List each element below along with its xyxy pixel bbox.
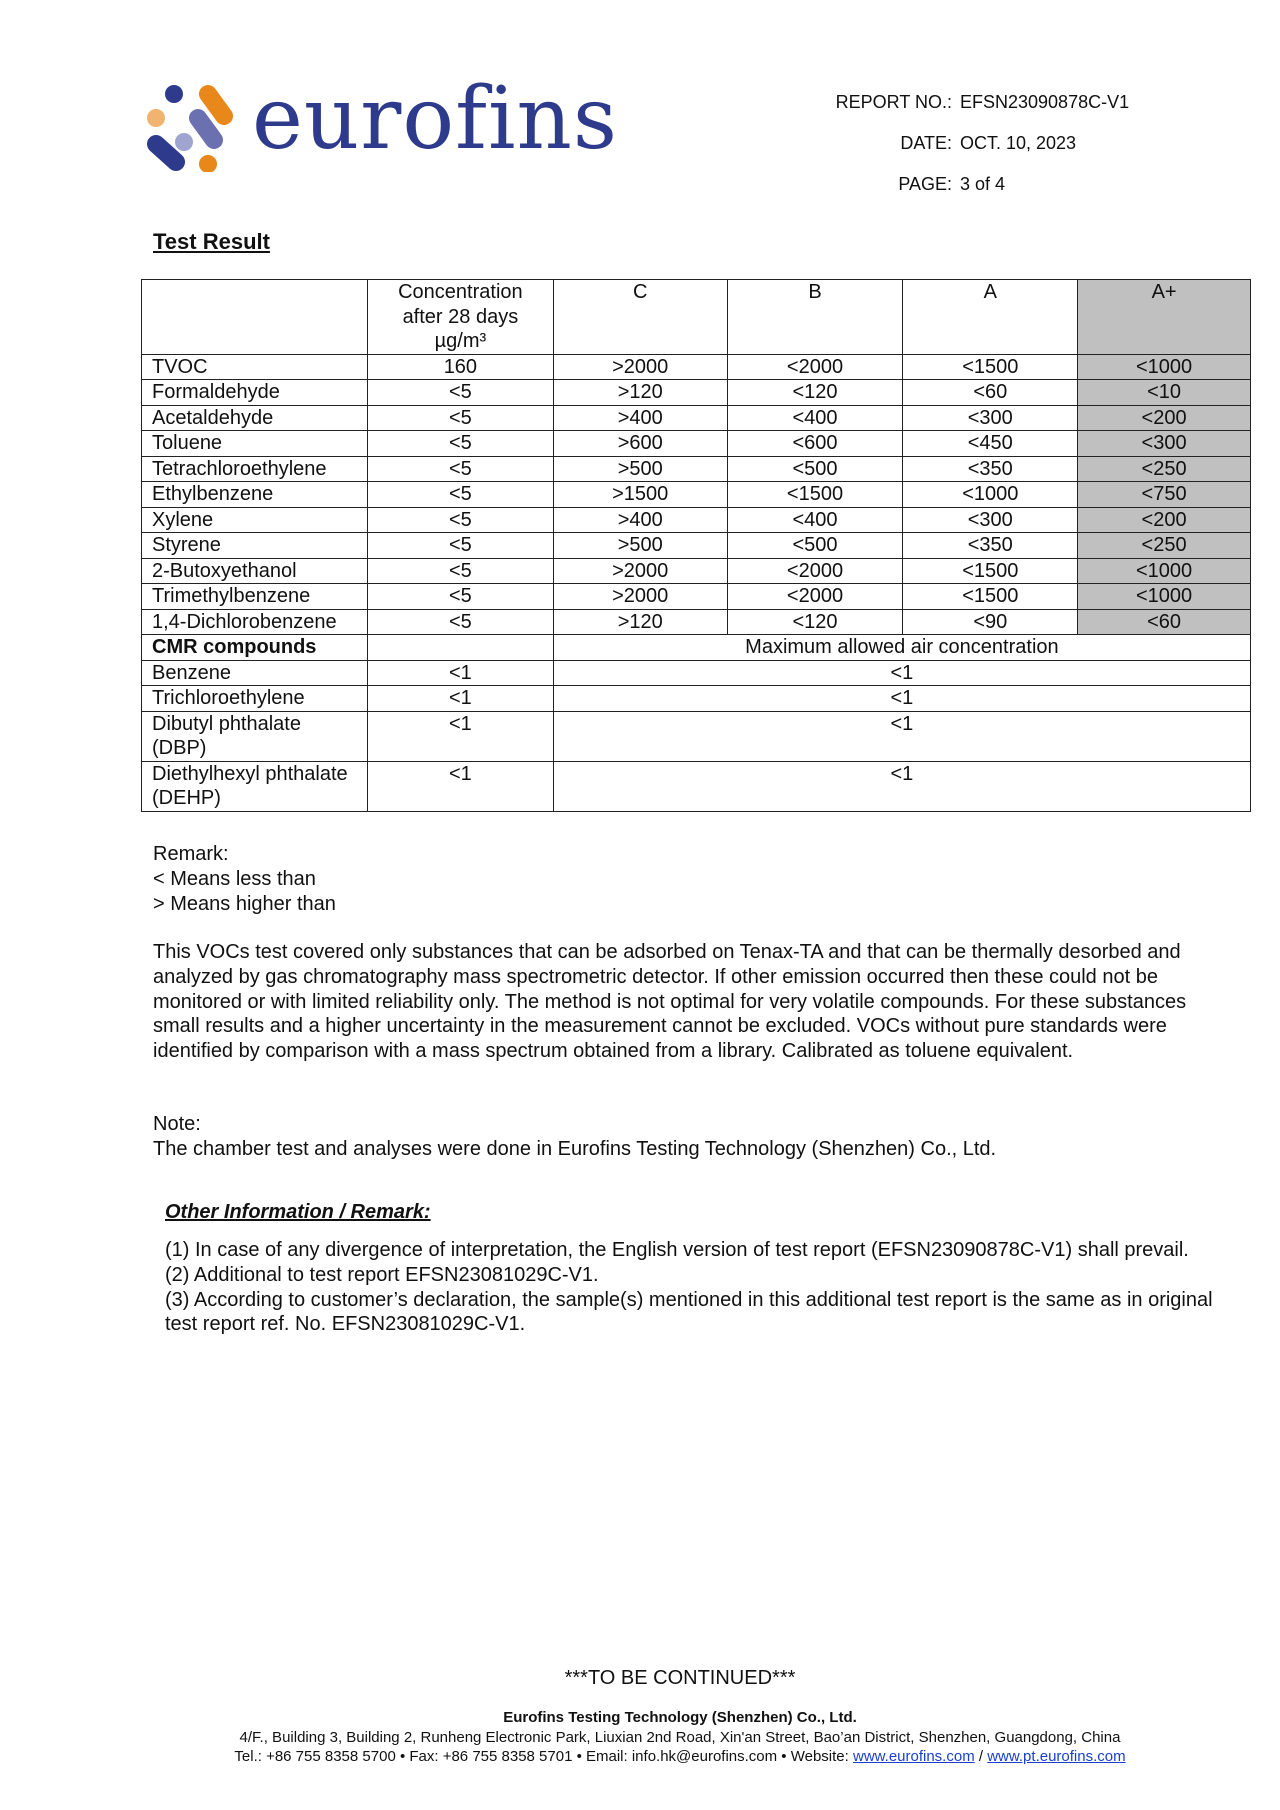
- report-number-label: REPORT NO.:: [835, 92, 952, 112]
- substance-name: Trimethylbenzene: [142, 584, 368, 610]
- table-row: [142, 405, 1251, 431]
- header-class-a: A: [903, 280, 1078, 355]
- section-title: Test Result: [153, 229, 270, 254]
- footer-company: Eurofins Testing Technology (Shenzhen) Co., Ltd.: [503, 1709, 857, 1726]
- max-allowed-limit: <1: [553, 686, 1250, 712]
- class-b-limit: <400: [727, 507, 903, 533]
- class-c-limit: >120: [553, 609, 727, 635]
- other-info-item: (1) In case of any divergence of interpretation, the English version of test report (EFSN23090878C-V1) shall prevail.: [165, 1239, 1189, 1261]
- substance-name: Styrene: [142, 533, 368, 559]
- footer-contact-text: Tel.: +86 755 8358 5700 • Fax: +86 755 8358 5701 • Email: info.hk@eurofins.com • Website:: [234, 1748, 853, 1765]
- table-row: [142, 660, 1251, 686]
- note-text: The chamber test and analyses were done in Eurofins Testing Technology (Shenzhen) Co., Ltd.: [153, 1137, 997, 1160]
- substance-name: Ethylbenzene: [142, 482, 368, 508]
- class-a-plus-limit: <60: [1078, 609, 1251, 635]
- header-class-b: B: [727, 280, 903, 355]
- class-a-limit: <300: [903, 507, 1078, 533]
- concentration-value: <5: [367, 584, 553, 610]
- class-a-plus-limit: <10: [1078, 380, 1251, 406]
- substance-name: Benzene: [142, 660, 368, 686]
- class-a-plus-limit: <1000: [1078, 584, 1251, 610]
- max-allowed-limit: <1: [553, 711, 1250, 761]
- cmr-header-row: [142, 635, 1251, 661]
- class-b-limit: <2000: [727, 354, 903, 380]
- concentration-value: <1: [367, 761, 553, 811]
- eurofins-logo-mark-icon: [144, 82, 234, 172]
- report-meta: [822, 82, 1150, 205]
- other-info-list: [165, 1238, 1215, 1337]
- test-result-table: [141, 279, 1251, 812]
- date-row: [822, 123, 1150, 164]
- table-row: [142, 507, 1251, 533]
- substance-name: Xylene: [142, 507, 368, 533]
- class-a-plus-limit: <1000: [1078, 354, 1251, 380]
- remark-title: Remark:: [153, 843, 229, 865]
- class-b-limit: <120: [727, 380, 903, 406]
- class-a-plus-limit: <300: [1078, 431, 1251, 457]
- footer: [0, 1708, 1280, 1767]
- class-b-limit: <400: [727, 405, 903, 431]
- report-number: EFSN23090878C-V1: [960, 92, 1130, 112]
- substance-name: Dibutyl phthalate (DBP): [142, 711, 368, 761]
- class-c-limit: >400: [553, 405, 727, 431]
- table-row: [142, 380, 1251, 406]
- table-row: [142, 609, 1251, 635]
- footer-address: 4/F., Building 3, Building 2, Runheng Electronic Park, Liuxian 2nd Road, Xin'an Street, Bao’an District, Shenzhen, Guangdong, China: [239, 1728, 1121, 1746]
- report-number-row: [822, 82, 1150, 123]
- table-row: [142, 558, 1251, 584]
- table-header-row: [142, 280, 1251, 355]
- vocs-paragraph: This VOCs test covered only substances that can be adsorbed on Tenax-TA and that can be thermally desorbed and analyzed by gas chromatography mass spectrometric detector. If other emission occurred then these could not be monitored or with limited reliability only. The method is not optimal for very volatile compounds. For these substances small results and a higher uncertainty in the measurement cannot be excluded. VOCs without pure standards were identified by comparison with a mass spectrum obtained from a library. Calibrated as toluene equivalent.: [153, 941, 1187, 1063]
- class-a-plus-limit: <250: [1078, 533, 1251, 559]
- concentration-value: <5: [367, 380, 553, 406]
- table-row: [142, 711, 1251, 761]
- substance-name: Formaldehyde: [142, 380, 368, 406]
- concentration-value: <5: [367, 456, 553, 482]
- remark-block: [153, 842, 1193, 916]
- substance-name: 2-Butoxyethanol: [142, 558, 368, 584]
- header-concentration: [367, 280, 553, 355]
- substance-name: TVOC: [142, 354, 368, 380]
- header-class-c: C: [553, 280, 727, 355]
- class-b-limit: <500: [727, 456, 903, 482]
- table-row: [142, 686, 1251, 712]
- max-allowed-limit: <1: [553, 761, 1250, 811]
- concentration-value: <5: [367, 609, 553, 635]
- class-c-limit: >500: [553, 456, 727, 482]
- other-info-item: (2) Additional to test report EFSN23081029C-V1.: [165, 1263, 599, 1286]
- max-allowed-limit: <1: [553, 660, 1250, 686]
- class-c-limit: >1500: [553, 482, 727, 508]
- class-c-limit: >120: [553, 380, 727, 406]
- class-b-limit: <500: [727, 533, 903, 559]
- concentration-value: <5: [367, 558, 553, 584]
- table-row: [142, 533, 1251, 559]
- class-b-limit: <1500: [727, 482, 903, 508]
- report-date: OCT. 10, 2023: [960, 133, 1077, 153]
- header-concentration-unit: µg/m³: [434, 330, 487, 352]
- concentration-value: 160: [367, 354, 553, 380]
- class-a-limit: <1500: [903, 354, 1078, 380]
- footer-contact: [0, 1747, 1280, 1767]
- class-a-limit: <350: [903, 533, 1078, 559]
- table-row: [142, 761, 1251, 811]
- class-b-limit: <600: [727, 431, 903, 457]
- page-row: [822, 164, 1150, 205]
- class-a-plus-limit: <1000: [1078, 558, 1251, 584]
- class-a-limit: <1500: [903, 584, 1078, 610]
- cmr-header-empty: [367, 635, 553, 661]
- class-a-limit: <350: [903, 456, 1078, 482]
- other-info-title: Other Information / Remark:: [165, 1201, 431, 1223]
- concentration-value: <1: [367, 686, 553, 712]
- table-row: [142, 354, 1251, 380]
- class-c-limit: >2000: [553, 558, 727, 584]
- header-concentration-line: Concentration: [398, 281, 523, 303]
- header-substance: [142, 280, 368, 355]
- footer-separator: /: [974, 1748, 988, 1765]
- table-row: [142, 456, 1251, 482]
- eurofins-logo-text: eurofins: [252, 69, 619, 169]
- class-c-limit: >500: [553, 533, 727, 559]
- date-label: DATE:: [900, 133, 952, 153]
- substance-name: Toluene: [142, 431, 368, 457]
- table-row: [142, 584, 1251, 610]
- header-concentration-line: after 28 days: [402, 305, 519, 328]
- class-a-plus-limit: <200: [1078, 405, 1251, 431]
- header-class-a-plus: A+: [1078, 280, 1251, 355]
- cmr-header-limit-label: Maximum allowed air concentration: [553, 635, 1250, 661]
- cmr-header-label: CMR compounds: [142, 635, 368, 661]
- class-a-limit: <300: [903, 405, 1078, 431]
- substance-name: Trichloroethylene: [142, 686, 368, 712]
- class-b-limit: <2000: [727, 584, 903, 610]
- class-a-plus-limit: <750: [1078, 482, 1251, 508]
- concentration-value: <1: [367, 660, 553, 686]
- class-c-limit: >2000: [553, 354, 727, 380]
- concentration-value: <5: [367, 431, 553, 457]
- website-link-pt-eurofins[interactable]: www.pt.eurofins.com: [987, 1748, 1126, 1765]
- substance-name: 1,4-Dichlorobenzene: [142, 609, 368, 635]
- substance-name: Diethylhexyl phthalate (DEHP): [142, 761, 368, 811]
- remark-line: > Means higher than: [153, 892, 336, 915]
- table-row: [142, 482, 1251, 508]
- class-a-limit: <90: [903, 609, 1078, 635]
- website-link-eurofins[interactable]: www.eurofins.com: [852, 1748, 975, 1765]
- page-label: PAGE:: [898, 174, 952, 194]
- class-a-limit: <1000: [903, 482, 1078, 508]
- class-a-plus-limit: <200: [1078, 507, 1251, 533]
- page-number: 3 of 4: [960, 174, 1006, 194]
- table-row: [142, 431, 1251, 457]
- class-c-limit: >600: [553, 431, 727, 457]
- remark-line: < Means less than: [153, 867, 316, 890]
- substance-name: Acetaldehyde: [142, 405, 368, 431]
- other-info-item: (3) According to customer’s declaration, the sample(s) mentioned in this additional test report is the same as in original test report ref. No. EFSN23081029C-V1.: [165, 1288, 1213, 1336]
- class-c-limit: >2000: [553, 584, 727, 610]
- class-b-limit: <120: [727, 609, 903, 635]
- concentration-value: <5: [367, 405, 553, 431]
- eurofins-logo: [144, 69, 619, 172]
- class-a-limit: <450: [903, 431, 1078, 457]
- concentration-value: <5: [367, 507, 553, 533]
- concentration-value: <5: [367, 533, 553, 559]
- class-a-plus-limit: <250: [1078, 456, 1251, 482]
- to-be-continued: ***TO BE CONTINUED***: [564, 1667, 796, 1689]
- class-a-limit: <60: [903, 380, 1078, 406]
- class-b-limit: <2000: [727, 558, 903, 584]
- substance-name: Tetrachloroethylene: [142, 456, 368, 482]
- note-title: Note:: [153, 1113, 201, 1135]
- class-a-limit: <1500: [903, 558, 1078, 584]
- class-c-limit: >400: [553, 507, 727, 533]
- concentration-value: <5: [367, 482, 553, 508]
- note-block: [153, 1112, 1193, 1162]
- concentration-value: <1: [367, 711, 553, 761]
